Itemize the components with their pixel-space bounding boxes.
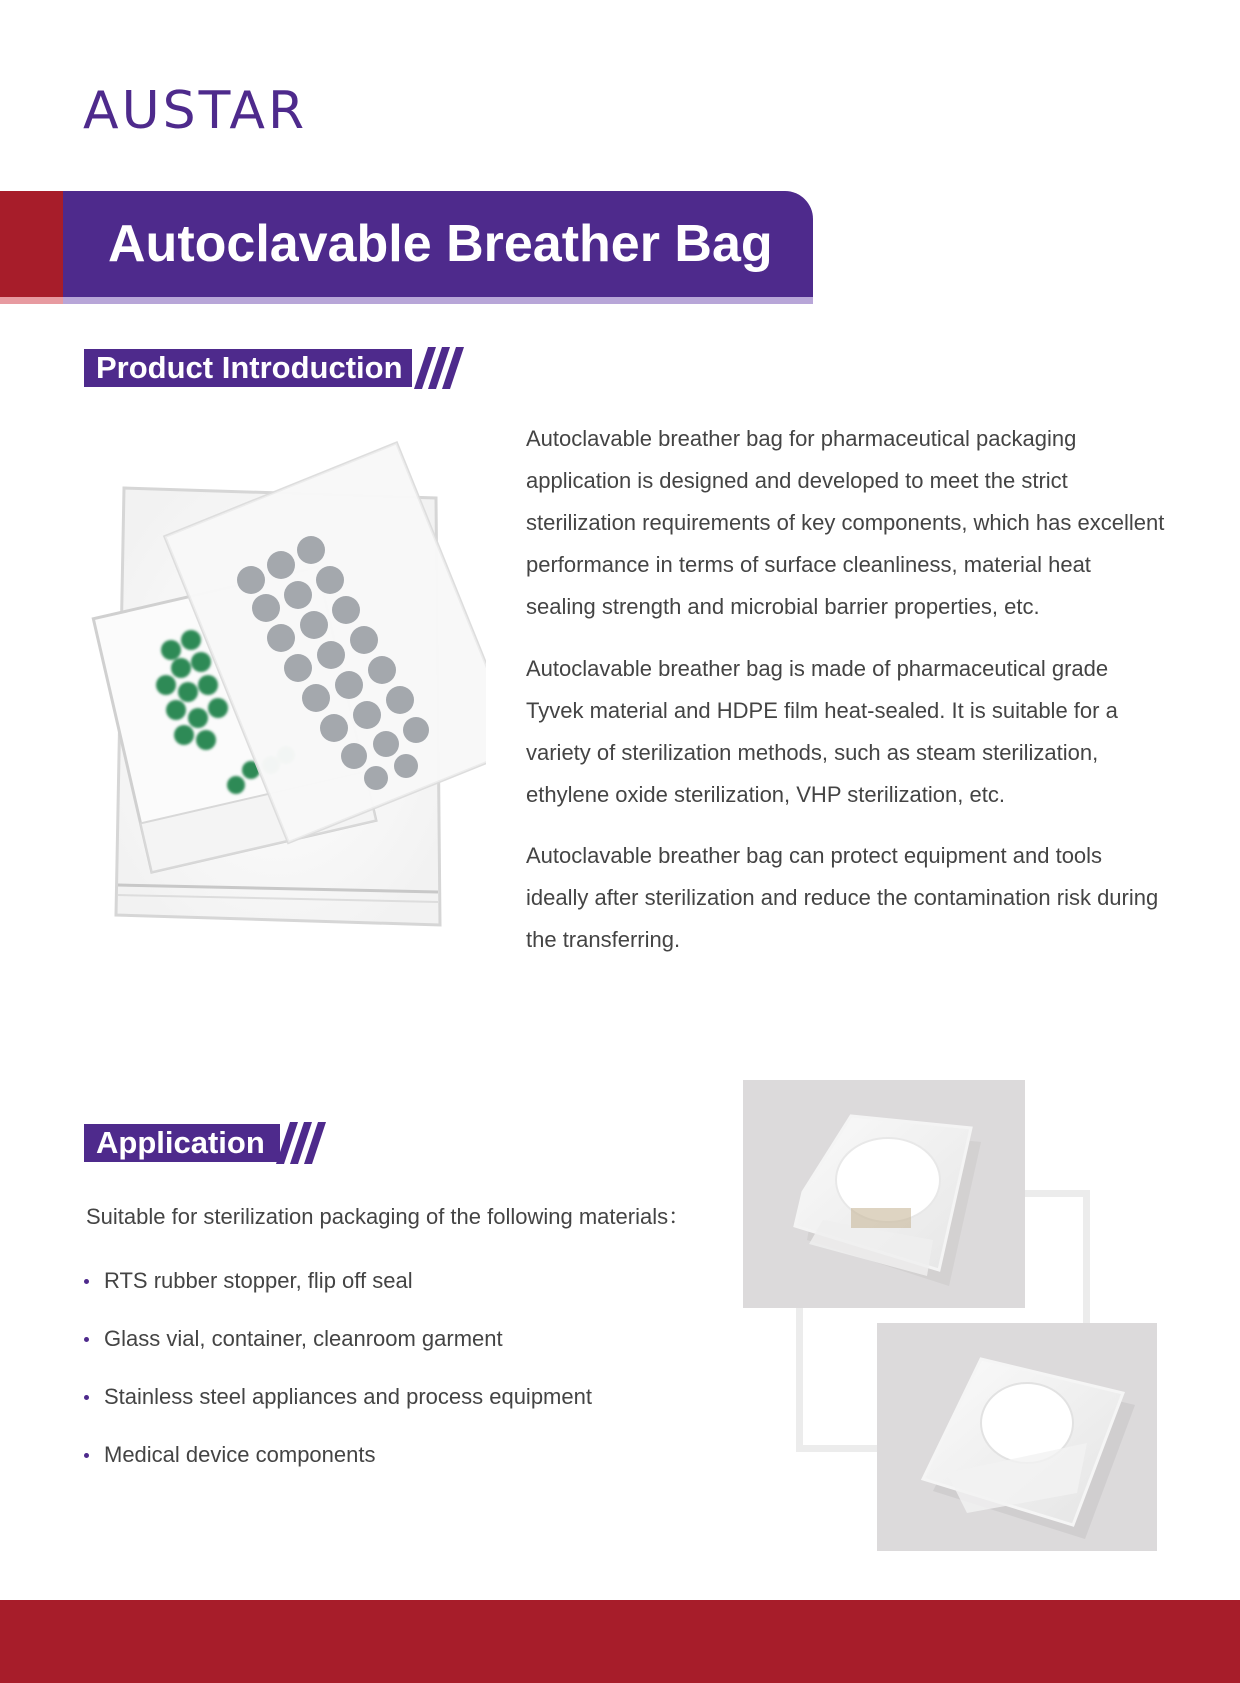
list-item: Glass vial, container, cleanroom garment [82, 1322, 592, 1380]
list-item: RTS rubber stopper, flip off seal [82, 1264, 592, 1322]
page-title: Autoclavable Breather Bag [108, 215, 773, 273]
heading-slashes-icon [276, 1122, 326, 1164]
bullet-icon [84, 1337, 89, 1342]
product-photo [76, 440, 486, 940]
heading-slashes-icon [414, 347, 464, 389]
intro-paragraph-2: Autoclavable breather bag is made of pharmaceutical grade Tyvek material and HDPE film heat-sealed. It is suitable for a variety of sterilization methods, such as steam sterilization, ethylene oxide sterilization, VHP sterilization, etc. [526, 656, 1118, 807]
intro-paragraph-1: Autoclavable breather bag for pharmaceutical packaging application is designed and developed to meet the strict sterilization requirements of key components, which has excellent performance in terms of surface cleanliness, material heat sealing strength and microbial barrier properties, etc. [526, 426, 1165, 619]
title-banner-underline [63, 297, 813, 304]
application-intro: Suitable for sterilization packaging of the following materials： [86, 1204, 691, 1229]
application-photo-2 [877, 1323, 1157, 1551]
intro-paragraph-3: Autoclavable breather bag can protect equipment and tools ideally after sterilization and reduce the contamination risk during the transferring. [526, 843, 1159, 952]
application-photo-1 [743, 1080, 1025, 1308]
list-item: Medical device components [82, 1438, 592, 1496]
title-accent-red [0, 191, 63, 297]
list-item: Stainless steel appliances and process equipment [82, 1380, 592, 1438]
austar-logo: AUSTAR [83, 81, 308, 141]
application-list [82, 1264, 592, 1496]
application-heading: Application [84, 1124, 280, 1162]
product-intro-heading: Product Introduction [84, 349, 412, 387]
bullet-icon [84, 1279, 89, 1284]
bullet-icon [84, 1395, 89, 1400]
bullet-icon [84, 1453, 89, 1458]
footer-bar [0, 1600, 1240, 1683]
title-accent-red-underline [0, 297, 63, 304]
